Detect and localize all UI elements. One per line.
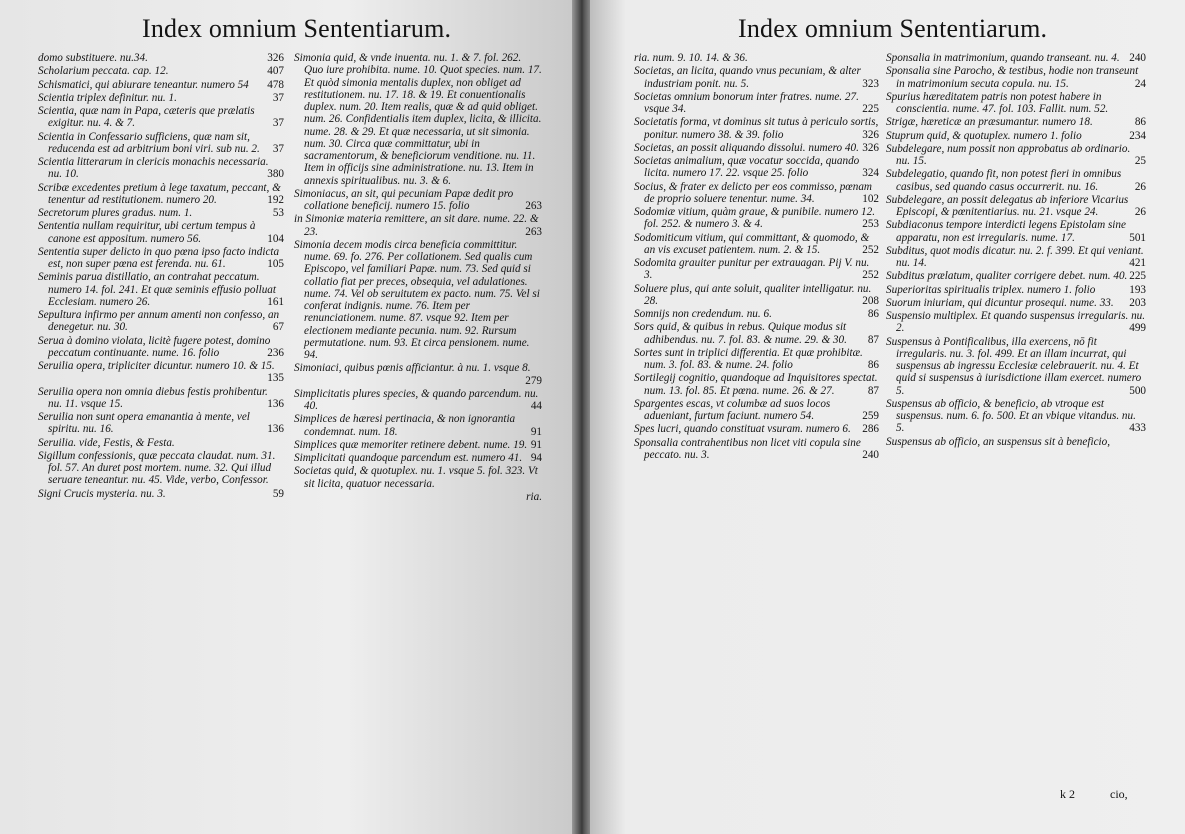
index-entry [634,257,879,282]
page-reference: 91 [530,438,542,451]
right-page [590,0,1185,834]
page-reference: 203 [1129,296,1146,309]
page-reference: 26 [1134,206,1146,218]
index-entry [634,372,879,397]
page-reference: 225 [862,103,879,115]
entry-text: Sodomiæ vitium, quàm graue, & punibile. numero 12. fol. 252. & numero 3. & 4. [634,206,876,231]
index-entry [38,271,284,308]
page-reference: 433 [1129,422,1146,435]
entry-text: Subdelegare, num possit non approbatus ab ordinario. nu. 15. [886,142,1131,167]
page-reference: 286 [862,423,879,436]
entry-text: Seminis parua distillatio, an contrahat peccatum. numero 14. fol. 241. Et quæ seminis effusio polluat Ecclesiam. numero 26. [38,271,276,308]
entry-text: Soluere plus, qui ante soluit, qualiter intelligatur. nu. 28. [634,282,872,307]
index-entry [38,360,284,385]
entry-text: Suspensus ab officio, & beneficio, ab vtroque est suspensus. num. 6. fo. 500. Et an vbique vitandus. nu. 5. [886,397,1136,435]
entry-text: Simoniacus, an sit, qui pecuniam Papæ dedit pro collatione beneficij. numero 15. folio [294,187,514,212]
entry-text: Societas omnium bonorum inter fratres. nume. 27. vsque 34. [634,90,859,115]
index-entry [294,413,542,438]
page-reference: 87 [867,333,879,346]
entry-text: Sponsalia contrahentibus non licet viti copula sine peccato. nu. 3. [634,436,861,461]
page-reference: 104 [267,232,284,245]
index-entry [886,168,1146,193]
index-entry [634,423,879,435]
page-reference: 135 [267,372,284,385]
index-entry [38,335,284,360]
page-reference: 421 [1129,257,1146,269]
page-reference: 253 [862,218,879,231]
index-column-2 [294,52,542,812]
page-header: Index omnium Sententiarum. [142,14,452,43]
page-reference: 240 [862,448,879,461]
page-reference: 161 [267,295,284,308]
page-reference: 259 [862,410,879,422]
index-entry [634,347,879,372]
index-entry [38,131,284,156]
index-entry [38,386,284,411]
entry-text: Scientia, quæ nam in Papa, cæteris que prælatis exigitur. nu. 4. & 7. [38,105,255,130]
entry-text: Socius, & frater ex delicto per eos commisso, pœnam de proprio soluere tenentur. nume. 34. [634,180,873,205]
entry-text: Simplices quæ memoriter retinere debent. nume. 19. [294,438,528,451]
entry-text: Societas quid, & quotuplex. nu. 1. vsque 5. fol. 323. Vt sit licita, quatuor necessaria. [294,465,538,490]
index-entry [634,283,879,308]
page-reference: 236 [267,346,284,359]
entry-text: Subditus prælatum, qualiter corrigere debet. num. 40. [886,270,1128,283]
page-reference: 59 [272,487,284,500]
entry-text: Strigæ, hæreticæ an præsumantur. numero 18. [886,116,1093,129]
signature-mark: k 2 [1060,787,1075,801]
index-entry [294,452,542,464]
index-entry [634,398,879,423]
entry-text: Sigillum confessionis, quæ peccata claudat. num. 31. fol. 57. An duret post mortem. nume. 32. Qui illud seruare teneantur. nu. 45. Vide, verbo, Confessor. [38,449,276,487]
index-entry [634,91,879,116]
page-reference: 323 [862,77,879,90]
entry-text: Sors quid, & quibus in rebus. Quique modus sit adhibendus. nu. 7. fol. 83. & nume. 29. & 30. [634,321,847,346]
entry-text: Simplices de hæresi pertinacia, & non ignorantia condemnat. num. 18. [294,413,516,438]
page-reference: 44 [530,400,542,412]
entry-text: Societatis forma, vt dominus sit tutus à periculo sortis, ponitur. numero 38. & 39. folio [634,116,879,141]
page-reference: 37 [272,142,284,155]
page-reference: 225 [1129,270,1146,283]
entry-text: Sepultura infirmo per annum amenti non confesso, an denegetur. nu. 30. [38,309,280,334]
page-reference: 234 [1129,129,1146,142]
page-reference: 26 [1134,180,1146,193]
index-entry [38,156,284,181]
index-entry [38,105,284,130]
index-entry [294,239,542,362]
page-reference: 326 [862,141,879,154]
index-entry [886,297,1146,309]
index-entry [38,92,284,104]
page-reference: 91 [530,425,542,438]
page-reference: 37 [272,91,284,104]
entry-text: in Simoniæ materia remittere, an sit dare. nume. 22. & 23. [294,213,539,238]
entry-text: Subditus, quot modis dicatur. nu. 2. f. 399. Et qui veniant. nu. 14. [886,244,1144,269]
page-reference: 501 [1129,231,1146,244]
entry-text: ria. num. 9. 10. 14. & 36. [634,52,748,64]
page-reference: 500 [1129,384,1146,397]
catchword: ria. [526,490,542,503]
entry-text: Sententia nullam requiritur, ubi certum tempus à canone est appositum. numero 56. [38,220,256,245]
index-entry [634,65,879,90]
index-entry [294,213,542,238]
index-entry [38,246,284,271]
index-entry [634,116,879,141]
entry-text: Simonia decem modis circa beneficia committitur. nume. 69. fo. 276. Per collationem. Sed qualis cum Episcopo, vel familiari Papæ. num. 73. Sed quid si collatio fiat per preces, obsequia, vel adulationes. nume. 74. Vel ob seruitutem ex pacto. num. 75. Vel si conferat indignis. nume. 76. Item per renunciationem. nume. 87. vsque 92. Item per electionem mediante pecunia. num. 92. Rursum permutatione. num. 93. Et circa pensionem. nume. 94. [294,238,540,361]
page-reference: 324 [862,167,879,180]
page-reference: 94 [530,452,542,464]
entry-text: Simplicitatis plures species, & quando parcendum. nu. 40. [294,387,539,412]
entry-text: Sodomiticum vitium, qui committant, & quomodo, & an vis excuset patientem. num. 2. & 15. [634,231,870,256]
index-entry [634,437,879,462]
page-reference: 53 [272,207,284,219]
entry-text: Sortilegij cognitio, quandoque ad Inquisitores spectat. num. 13. fol. 85. Et pœna. nume. 26. & 27. [634,372,878,397]
entry-text: Simonia quid, & vnde inuenta. nu. 1. & 7. fol. 262. Quo iure prohibita. nume. 10. Quot species. num. 17. Et quòd simonia mentalis duplex, non obliget ad restitutionem. nu. 17. 18. & 19. Et conuentionalis duplex. num. 20. Item realis, quæ & ad quid obliget. num. 26. Confidentialis item duplex, licita, & illicita. nume. 28. & 29. Et quæ necessaria, ut sit simonia. num. 30. Circa quæ committatur, ubi in sacramentorum, & beneficiorum venditione. nu. 11. Item in officijs sine administratione. nu. 13. Item in annexis spiritualibus. nu. 3. & 6. [294,52,542,187]
page-reference: 87 [867,384,879,397]
page-reference: 67 [272,321,284,334]
entry-text: Suspensus à Pontificalibus, illa exercens, nō fit irregularis. nu. 3. fol. 499. Et an illam incurrat, qui suspensus ab ingressu Ecclesiæ celebrauerit. nu. 4. Et quid si suspensus à iurisdictione illam exercet. numero 5. [886,335,1142,397]
entry-text: Schismatici, qui abiurare teneantur. numero 54 [38,78,249,91]
page-reference: 25 [1134,155,1146,167]
page-reference: 136 [267,397,284,410]
entry-text: Subdelegatio, quando fit, non potest fieri in omnibus casibus, sed quando casus occurrerit. nu. 16. [886,168,1122,193]
index-entry [886,52,1146,64]
entry-text: Societas animalium, quæ vocatur soccida, quando licita. numero 17. 22. vsque 25. folio [634,155,860,180]
entry-text: Subdelegare, an possit delegatus ab inferiore Vicarius Episcopi, & pœnitentiarius. nu. 21. vsque 24. [886,193,1129,218]
index-entry [634,52,879,64]
entry-text: Seruilia opera non omnia diebus festis prohibentur. nu. 11. vsque 15. [38,385,268,410]
entry-text: Stuprum quid, & quotuplex. numero 1. folio [886,129,1082,142]
page-reference: 24 [1134,77,1146,90]
index-entry [38,309,284,334]
index-entry [886,436,1146,448]
index-entry [294,465,542,490]
left-page [0,0,578,834]
index-entry [38,79,284,91]
entry-text: Sponsalia in matrimonium, quando transeant. nu. 4. [886,52,1120,64]
index-entry [294,362,542,387]
entry-text: Spes lucri, quando constituat vsuram. numero 6. [634,423,851,436]
entry-text: Sodomita grauiter punitur per extrauagan. Pij V. nu. 3. [634,257,870,282]
entry-text: Superioritas spiritualis triplex. numero 1. folio [886,283,1096,296]
entry-text: Signi Crucis mysteria. nu. 3. [38,487,166,500]
entry-text: Somnijs non credendum. nu. 6. [634,308,772,320]
entry-text: Societas, an licita, quando vnus pecuniam, & alter industriam ponit. nu. 5. [634,65,861,90]
entry-text: Sententia super delicto in quo pœna ipso facto indicta est, non super pœna est ferenda. nu. 61. [38,245,280,270]
entry-text: Spurius hæreditatem patris non potest habere in conscientia. nume. 47. fol. 103. Fallit. num. 52. [886,90,1109,115]
page-reference: 240 [1129,52,1146,64]
index-entry [886,284,1146,296]
page-reference: 263 [525,225,542,238]
page-reference: 252 [862,269,879,282]
page-reference: 86 [1134,116,1146,129]
index-entry [886,336,1146,397]
page-reference: 136 [267,423,284,436]
page-reference: 263 [525,200,542,212]
index-entry [886,219,1146,244]
index-column-2 [886,52,1146,812]
index-entry [634,142,879,154]
entry-text: Serua à domino violata, licitè fugere potest, domino peccatum continuante. nume. 16. folio [38,334,271,359]
index-entry [886,91,1146,116]
page-reference: 86 [867,308,879,320]
index-entry [38,207,284,219]
index-entry [38,437,284,449]
entry-text: Subdiaconus tempore interdicti legens Epistolam sine apparatu, non est irregularis. nume. 17. [886,219,1126,244]
index-entry [634,206,879,231]
index-entry [886,398,1146,435]
entry-text: Suorum iniuriam, qui dicuntur prosequi. nume. 33. [886,296,1114,309]
page-reference: 478 [267,78,284,91]
page-reference: 193 [1129,283,1146,296]
index-column-1 [634,52,879,812]
index-entry [38,182,284,207]
entry-text: Seruilia opera, tripliciter dicuntur. numero 10. & 15. [38,360,275,372]
index-column-1 [38,52,284,812]
page-header: Index omnium Sententiarum. [738,14,1048,43]
index-entry [634,308,879,320]
entry-text: Scholarium peccata. cap. 12. [38,65,169,78]
index-entry [886,310,1146,335]
entry-text: Simoniaci, quibus pœnis afficiantur. à nu. 1. vsque 8. [294,362,531,375]
index-entry [38,450,284,487]
page-reference: 499 [1129,322,1146,335]
index-entry [38,220,284,245]
index-entry [634,232,879,257]
entry-text: Suspensus ab officio, an suspensus sit à beneficio, [886,435,1111,448]
page-reference: 407 [267,65,284,78]
page-reference: 279 [525,374,542,387]
entry-text: Simplicitati quandoque parcendum est. numero 41. [294,452,523,464]
entry-text: Suspensio multiplex. Et quando suspensus irregularis. nu. 2. [886,310,1146,335]
page-reference: 252 [862,243,879,256]
page-reference: 326 [862,128,879,141]
index-entry [886,116,1146,128]
entry-text: Scientia in Confessario sufficiens, quæ nam sit, reducenda est ad arbitrium boni viri. sub nu. 2. [38,130,260,155]
entry-text: Scientia triplex definitur. nu. 1. [38,91,177,104]
page-reference: 37 [272,117,284,130]
index-entry [38,52,284,64]
page-reference: 326 [267,52,284,64]
index-entry [886,245,1146,270]
page-reference: 208 [862,294,879,307]
index-entry [294,52,542,187]
index-entry [886,130,1146,142]
entry-text: Secretorum plures gradus. num. 1. [38,207,193,219]
entry-text: Spargentes escas, vt columbæ ad suos locos adueniant, furtum faciunt. numero 54. [634,397,831,422]
entry-text: domo substituere. nu.34. [38,52,148,64]
index-entry [886,194,1146,219]
entry-text: Scribæ excedentes pretium à lege taxatum, peccant, & tenentur ad restitutionem. numero 20. [38,181,281,206]
index-entry [634,321,879,346]
index-entry [634,181,879,206]
entry-text: Sponsalia sine Parocho, & testibus, hodie non transeunt in matrimonium secuta copula. nu. 15. [886,65,1139,90]
index-entry [38,411,284,436]
index-entry [886,143,1146,168]
page-reference: 105 [267,258,284,270]
entry-text: Sortes sunt in triplici differentia. Et quæ prohibitæ. num. 3. fol. 83. & nume. 24. folio [634,346,863,371]
page-reference: 86 [867,359,879,371]
index-entry [294,388,542,413]
catchword: cio, [1110,787,1128,801]
index-entry [38,488,284,500]
index-entry [634,155,879,180]
entry-text: Scientia litterarum in clericis monachis necessaria. nu. 10. [38,156,269,181]
index-entry [38,65,284,77]
entry-text: Seruilia. vide, Festis, & Festa. [38,436,175,449]
index-entry [886,65,1146,90]
entry-text: Seruilia non sunt opera emanantia à mente, vel spiritu. nu. 16. [38,411,250,436]
index-entry [294,439,542,451]
page-reference: 380 [267,168,284,181]
index-entry [886,270,1146,282]
page-reference: 102 [862,192,879,205]
index-entry [294,188,542,213]
entry-text: Societas, an possit aliquando dissolui. numero 40. [634,141,859,154]
page-reference: 192 [267,193,284,206]
